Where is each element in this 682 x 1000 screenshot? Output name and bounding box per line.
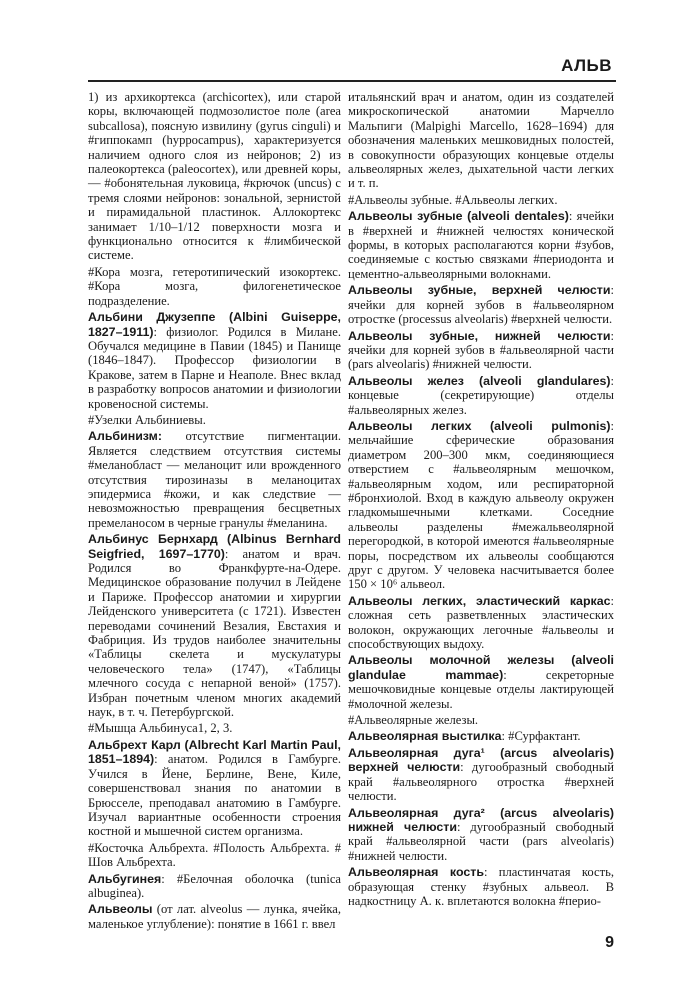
dictionary-entry xyxy=(348,653,614,711)
entry-text: #Косточка Альбрехта. #Полость Альбрехта. # Шов Альбрехта. xyxy=(88,840,341,870)
entry-text: : #Белочная оболочка (tunica albuginea). xyxy=(88,871,341,900)
dictionary-entry xyxy=(348,713,614,727)
dictionary-entry xyxy=(88,721,341,735)
dictionary-entry xyxy=(88,429,341,530)
dictionary-entry xyxy=(88,532,341,719)
entry-text: : физиолог. Родился в Милане. Обучался медицине в Павии (1845) и Панище (1846–1847). Профессор физиологии в Кракове, затем в Парне и Неаполе. Внес вклад в разработку вопросов анатомии и физиологии кровеносной системы. xyxy=(88,324,341,411)
entry-term: Альвеолы желез (alveoli glandulares) xyxy=(348,373,611,388)
entry-term: Альвеолы легких, эластический каркас xyxy=(348,593,611,608)
entry-text: : #Сурфактант. xyxy=(501,729,581,744)
dictionary-entry xyxy=(348,283,614,326)
entry-term: Альбинус Бернхард (Albinus Bernhard Seigfried, 1697–1770) xyxy=(88,532,341,561)
entry-text: #Узелки Альбиниевы. xyxy=(88,412,206,427)
dictionary-entry xyxy=(88,310,341,411)
header-title: АЛЬВ xyxy=(561,56,612,75)
dictionary-entry xyxy=(348,806,614,864)
entry-text: #Альвеолярные железы. xyxy=(348,713,479,728)
entry-term: Альбини Джузеппе (Albini Guiseppe, 1827–1911) xyxy=(88,310,341,339)
entry-text: #Кора мозга, гетеротипический изокортекс. #Кора мозга, филогенетическое подразделение. xyxy=(88,264,341,308)
entry-term: Альвеолярная кость xyxy=(348,865,484,880)
entry-text: отсутствие пигментации. Является следствием отсутствия системы #меланобласт — меланоцит или врожденного отсутствия тирозиназы в меланоцитах эпидермиса #кожи, и как следствие — невозможностью превращения бесцветных премеланосом в черные гранулы #меланина. xyxy=(88,429,341,530)
dictionary-entry xyxy=(88,841,341,870)
entry-term: Альвеолы зубные, нижней челюсти xyxy=(348,328,611,343)
dictionary-entry xyxy=(348,374,614,417)
entry-text: : концевые (секретирующие) отделы #альвеолярных желез. xyxy=(348,373,614,417)
entry-text: (от лат. alveolus — лунка, ячейка, маленькое углубление): понятие в 1661 г. ввел xyxy=(88,902,341,931)
entry-term: Альвеолы легких (alveoli pulmonis) xyxy=(348,418,611,433)
dictionary-entry xyxy=(348,329,614,372)
entry-text: 1) из архикортекса (archicortex), или старой коры, включающей подмозолистое поле (area subcallosa), поясную извилину (gyrus cinguli) и #гиппокамп (hyppocampus), характеризуется наличием одного слоя из нейронов; 2) из палеокортекса (paleocortex), или древней коры, — #обонятельная луковица, #крючок (uncus) с тремя слоями нейронов: зональной, зернистой и пирамидальной пластинок. Аллокортекс занимает 1/10–1/12 поверхности мозга и функционально относится к #лимбической системе. xyxy=(88,90,341,263)
dictionary-entry xyxy=(88,265,341,308)
entry-text: #Альвеолы зубные. #Альвеолы легких. xyxy=(348,192,558,207)
entry-text: итальянский врач и анатом, один из создателей микроскопической анатомии Марчелло Мальпиги (Malpighi Marcello, 1628–1694) для обозначения маленьких мешковидных полостей, в совокупности образующих концевые отделы альвеолярных желез, дыхательной части легких и т. п. xyxy=(348,90,614,191)
dictionary-entry xyxy=(88,90,341,263)
dictionary-entry xyxy=(348,90,614,191)
entry-text: : ячейки для корней зубов в #альвеолярном отростке (processus alveolaris) #верхней челюсти. xyxy=(348,283,614,327)
left-column xyxy=(88,90,341,933)
entry-text: : дугообразный свободный край #альвеолярного отростка #верхней челюсти. xyxy=(348,760,614,804)
dictionary-entry xyxy=(348,594,614,652)
entry-term: Альбугинея xyxy=(88,871,162,886)
right-column xyxy=(348,90,614,910)
entry-text: : ячейки для корней зубов в #альвеолярной части (pars alveolaris) #нижней челюсти. xyxy=(348,328,614,372)
entry-term: Альвеолы молочной железы (alveoli glandulae mammae) xyxy=(348,653,614,682)
entry-text: : анатом и врач. Родился во Франкфурте-на-Одере. Медицинское образование получил в Лейдене и Париже. Профессор анатомии и хирургии Лейденского университета (с 1721). Известен переводами сочинений Везалия, Евстахия и Фабриция. Из трудов наиболее значительны «Таблицы скелета и мускулатуры человеческого тела» (1747), «Таблицы млечного сосуда с непарной веной» (1757). Избран почетным членом многих академий наук, в т. ч. Петербургской. xyxy=(88,546,341,720)
entry-text: : пластинчатая кость, образующая стенку #зубных альвеол. В надкостницу А. к. вплетаются волокна #перио- xyxy=(348,865,614,908)
entry-text: : дугообразный свободный край #альвеолярной части (pars alveolaris) #нижней челюсти. xyxy=(348,819,614,863)
page-number: 9 xyxy=(605,934,614,951)
entry-text: : ячейки в #верхней и #нижней челюстях конической формы, в которых располагаются корни #зубов, соединяемые с костью связками #периодонта и цементно-альвеолярными волокнами. xyxy=(348,209,614,281)
entry-text: #Мышца Альбинуса1, 2, 3. xyxy=(88,721,233,736)
entry-term: Альвеолы зубные (alveoli dentales) xyxy=(348,209,569,224)
dictionary-entry xyxy=(88,738,341,839)
running-header xyxy=(88,54,616,82)
dictionary-entry xyxy=(348,209,614,281)
dictionary-entry xyxy=(348,865,614,908)
dictionary-entry xyxy=(348,193,614,207)
dictionary-entry xyxy=(88,413,341,427)
dictionary-entry xyxy=(348,419,614,592)
entry-term: Альбинизм: xyxy=(88,429,162,444)
entry-term: Альвеолярная выстилка xyxy=(348,729,502,744)
entry-text: : мельчайшие сферические образования диаметром 200–300 мкм, соединяющиеся отверстием с #альвеолярным мешочком, #альвеолярным ходом, или респираторной #бронхиолой. Вход в каждую альвеолу окружен гладкомышечными клетками. Соседние альвеолы разделены #межальвеолярной перегородкой, в которой имеются #альвеолярные поры, посредством их альвеолы сообщаются друг с другом. У человека насчитывается более 150 × 10⁶ альвеол. xyxy=(348,418,614,592)
dictionary-entry xyxy=(348,746,614,804)
dictionary-entry xyxy=(88,902,341,931)
entry-term: Альбрехт Карл (Albrecht Karl Martin Paul, 1851–1894) xyxy=(88,737,341,767)
entry-text: : сложная сеть разветвленных эластических волокон, окружающих легочные #альвеолы и способствующих выдоху. xyxy=(348,593,614,652)
dictionary-entry xyxy=(88,872,341,901)
entry-text: : анатом. Родился в Гамбурге. Учился в Йене, Берлине, Вене, Киле, совершенствовал знания по анатомии в Брюсселе, преподавал анатомию в Гамбурге. Изучал вариантные особенности строения костной и мышечной систем организма. xyxy=(88,752,341,839)
entry-term: Альвеолы зубные, верхней челюсти xyxy=(348,283,611,298)
dictionary-entry xyxy=(348,729,614,743)
entry-text: : секреторные мешочковидные концевые отделы лактирующей #молочной железы. xyxy=(348,667,614,711)
entry-term: Альвеолярная дуга¹ (arcus alveolaris) верхней челюсти xyxy=(348,745,614,775)
entry-term: Альвеолы xyxy=(88,902,153,917)
entry-term: Альвеолярная дуга² (arcus alveolaris) нижней челюсти xyxy=(348,805,614,834)
